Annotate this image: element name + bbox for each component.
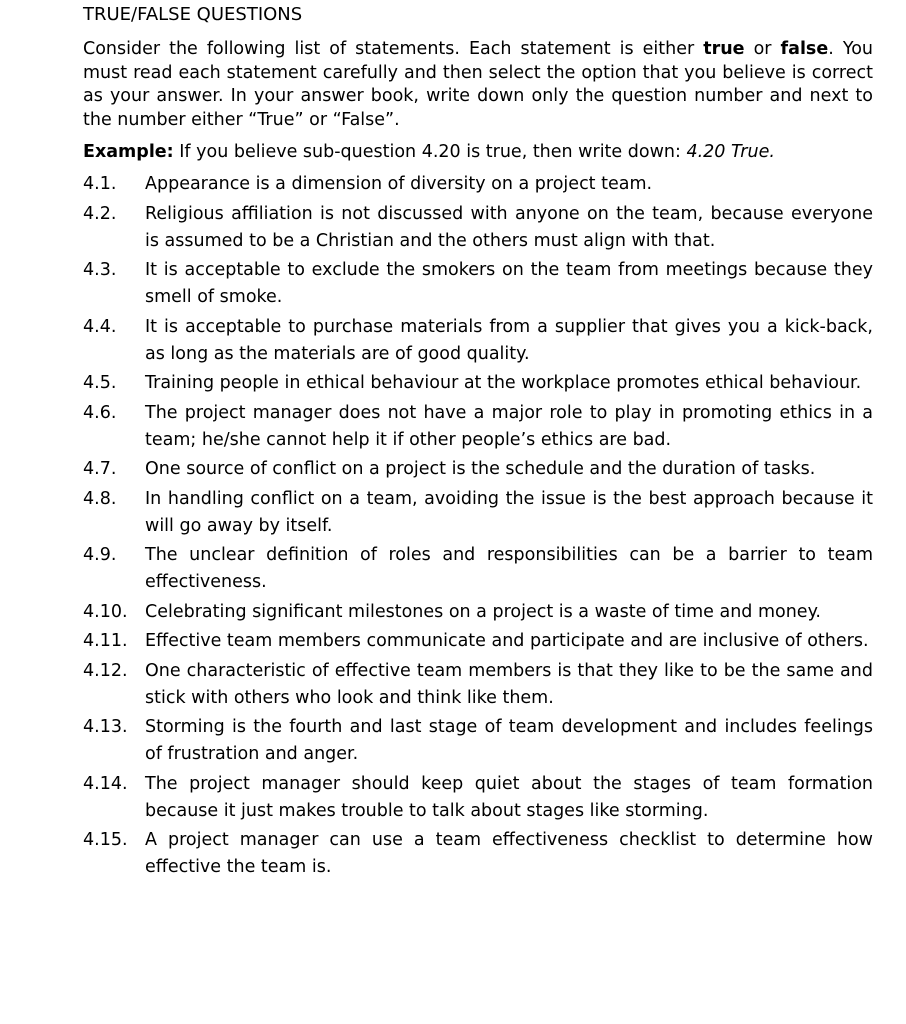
question-text: The unclear definition of roles and responsibilities can be a barrier to team effectiveness.	[145, 545, 873, 592]
example-answer: 4.20 True.	[686, 142, 775, 162]
question-item	[83, 827, 873, 881]
question-item	[83, 658, 873, 712]
question-number: 4.5.	[83, 373, 117, 393]
question-item	[83, 257, 873, 311]
intro-true-word: true	[703, 39, 745, 59]
question-text: The project manager should keep quiet about the stages of team formation because it just makes trouble to talk about stages like storming.	[145, 773, 873, 821]
question-text: Storming is the fourth and last stage of team development and includes feelings of frustration and anger.	[145, 717, 873, 764]
instructions-paragraph	[83, 38, 873, 132]
question-item	[83, 771, 873, 825]
question-item	[83, 400, 873, 454]
question-number: 4.14.	[83, 773, 128, 794]
question-text: Effective team members communicate and participate and are inclusive of others.	[145, 631, 869, 651]
question-text: One source of conflict on a project is the schedule and the duration of tasks.	[145, 459, 816, 479]
question-text: Celebrating significant milestones on a project is a waste of time and money.	[145, 601, 821, 622]
question-item	[83, 171, 873, 198]
question-text: The project manager does not have a major role to play in promoting ethics in a team; he/she cannot help it if other people’s ethics are bad.	[145, 402, 873, 450]
question-number: 4.10.	[83, 601, 128, 622]
section-heading: TRUE/FALSE QUESTIONS	[83, 4, 303, 25]
question-text: One characteristic of effective team members is that they like to be the same and stick with others who look and think like them.	[145, 660, 873, 708]
question-text: It is acceptable to purchase materials from a supplier that gives you a kick-back, as long as the materials are of good quality.	[145, 316, 873, 364]
question-number: 4.7.	[83, 459, 117, 479]
intro-part-3: . You must read each statement carefully and then select the option that you believe is correct as your answer. In your answer book, write down only the question number and next to the number either “True” or “False”.	[83, 39, 873, 130]
question-item	[83, 714, 873, 768]
example-label: Example:	[83, 142, 174, 162]
question-number: 4.3.	[83, 260, 117, 280]
question-number: 4.8.	[83, 488, 117, 509]
question-number: 4.4.	[83, 316, 117, 337]
question-number: 4.15.	[83, 830, 128, 850]
question-number: 4.1.	[83, 174, 117, 194]
example-text: If you believe sub-question 4.20 is true, then write down:	[173, 142, 687, 162]
question-item	[83, 314, 873, 368]
question-text: It is acceptable to exclude the smokers on the team from meetings because they smell of smoke.	[145, 260, 873, 307]
intro-false-word: false	[780, 39, 829, 59]
document-page	[83, 0, 873, 884]
question-number: 4.9.	[83, 545, 117, 565]
intro-part-1: Consider the following list of statements. Each statement is either	[83, 39, 704, 59]
question-item	[83, 599, 873, 626]
question-item	[83, 456, 873, 483]
question-item	[83, 201, 873, 255]
question-text: A project manager can use a team effectiveness checklist to determine how effective the team is.	[145, 830, 873, 877]
question-item	[83, 486, 873, 540]
question-item	[83, 628, 873, 655]
question-number: 4.12.	[83, 660, 128, 681]
question-number: 4.2.	[83, 203, 117, 224]
intro-part-2: or	[744, 39, 781, 59]
question-number: 4.11.	[83, 631, 128, 651]
question-list	[83, 171, 873, 881]
example-line	[83, 141, 873, 164]
question-text: Training people in ethical behaviour at the workplace promotes ethical behaviour.	[145, 373, 862, 393]
question-text: In handling conflict on a team, avoiding the issue is the best approach because it will go away by itself.	[145, 488, 873, 536]
question-text: Religious affiliation is not discussed with anyone on the team, because everyone is assumed to be a Christian and the others must align with that.	[145, 203, 873, 251]
question-number: 4.13.	[83, 717, 128, 737]
question-item	[83, 370, 873, 397]
question-item	[83, 542, 873, 596]
question-text: Appearance is a dimension of diversity on a project team.	[145, 174, 653, 194]
question-number: 4.6.	[83, 402, 117, 423]
